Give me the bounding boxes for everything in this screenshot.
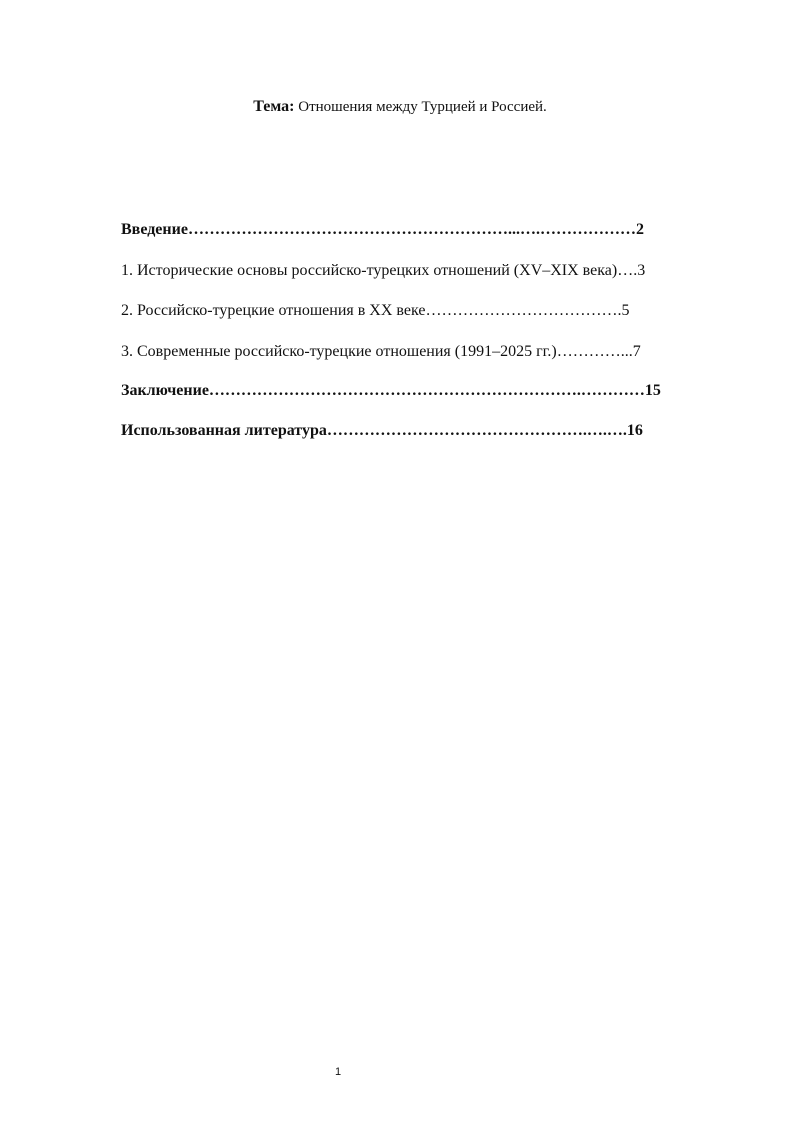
toc-entry-chapter-2: 2. Российско-турецкие отношения в XX веке……………………………….5	[121, 302, 630, 319]
table-of-contents	[121, 218, 741, 460]
toc-entry-chapter-3: 3. Современные российско-турецкие отношения (1991–2025 гг.)…………...7	[121, 342, 641, 360]
topic-text: Отношения между Турцией и Россией.	[298, 99, 547, 115]
toc-entry-introduction: Введение……………………………………………………...….………………2	[121, 221, 644, 238]
toc-entry-references: Использованная литература………………………………………….….….16	[121, 422, 643, 439]
page-number: 1	[334, 1066, 342, 1078]
topic-label: Тема:	[253, 98, 295, 115]
toc-entry-conclusion: Заключение…………………………………………………………….…………15	[121, 381, 661, 399]
toc-entry-chapter-1: 1. Исторические основы российско-турецких отношений (XV–XIX века)….3	[121, 261, 646, 279]
topic-heading	[0, 98, 800, 116]
